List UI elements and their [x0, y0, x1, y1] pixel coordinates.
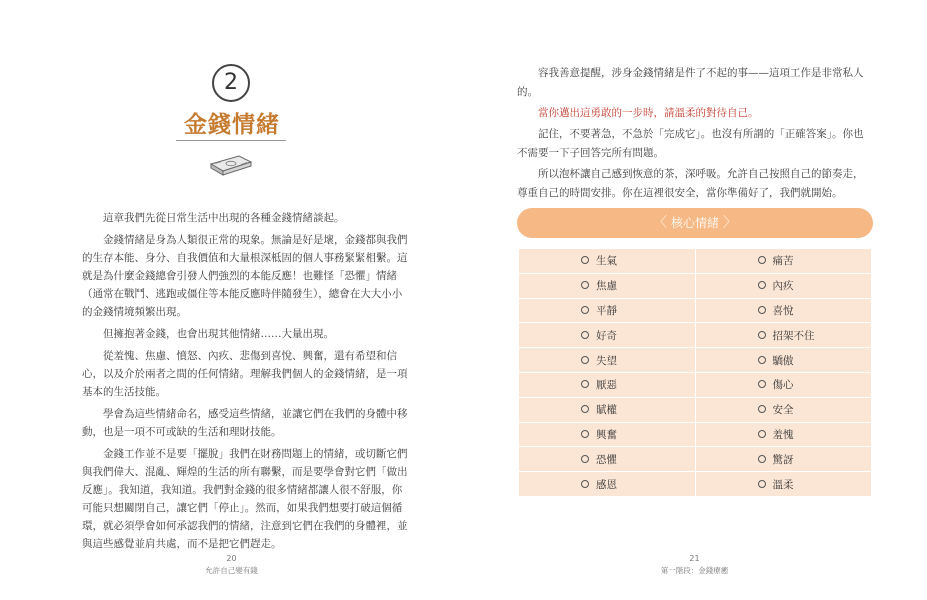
body-paragraph: 但擁抱著金錢，也會出現其他情緒……大量出現。: [103, 328, 334, 340]
emotion-item: [519, 323, 696, 348]
emotion-item: [695, 298, 872, 323]
emotion-label: 焦慮: [596, 280, 617, 293]
running-head: 第一階段：金錢療癒: [660, 566, 729, 575]
circle-bullet-icon: [581, 256, 589, 264]
emotion-label: 安全: [772, 404, 794, 417]
emotion-item: [695, 472, 872, 497]
emotion-row: [519, 422, 872, 447]
circle-bullet-icon: [758, 405, 766, 413]
emotion-item: [695, 447, 872, 472]
circle-bullet-icon: [581, 281, 589, 289]
emotion-label: 招架不住: [772, 329, 815, 342]
emotion-item: [695, 372, 872, 397]
highlighted-paragraph: 當你邁出這勇敢的一步時，請溫柔的對待自己。: [538, 107, 759, 119]
body-paragraph: 從羞愧、焦慮、憤怒、內疚、悲傷到喜悅、興奮，還有希望和信心，以及介於兩者之間的任何情緒。理解我們個人的金錢情緒，是一項基本的生活技能。: [82, 350, 408, 398]
right-folio: [463, 553, 926, 577]
body-paragraph: 記住，不要著急，不急於「完成它」。也沒有所謂的「正確答案」。你也不需要一下子回答完所有問題。: [517, 128, 864, 159]
chapter-body: [82, 209, 412, 557]
circle-bullet-icon: [758, 256, 766, 264]
emotion-label: 驕傲: [772, 354, 794, 367]
emotion-item: [695, 273, 872, 298]
emotion-label: 內疚: [772, 280, 794, 293]
body-paragraph: 學會為這些情緒命名，感受這些情緒，並讓它們在我們的身體中移動，也是一項不可或缺的生活和理財技能。: [82, 408, 408, 438]
circle-bullet-icon: [758, 430, 766, 438]
right-page-body: [517, 64, 871, 205]
emotion-item: [519, 273, 696, 298]
circle-bullet-icon: [758, 356, 766, 364]
emotion-item: [519, 422, 696, 447]
emotion-label: 感恩: [596, 478, 617, 491]
emotion-label: 驚訝: [772, 453, 794, 466]
core-emotions-banner: [517, 208, 873, 238]
emotion-label: 生氣: [596, 255, 617, 268]
emotion-label: 恐懼: [596, 453, 617, 466]
emotion-label: 溫柔: [772, 478, 794, 491]
emotion-row: [519, 323, 872, 348]
circle-bullet-icon: [758, 380, 766, 388]
emotion-item: [519, 397, 696, 422]
circle-bullet-icon: [758, 281, 766, 289]
circle-bullet-icon: [581, 306, 589, 314]
chapter-number: 2: [212, 64, 250, 102]
left-page: [0, 0, 463, 600]
emotion-label: 傷心: [772, 379, 794, 392]
circle-bullet-icon: [581, 331, 589, 339]
emotion-label: 賦權: [596, 404, 617, 417]
emotion-row: [519, 472, 872, 497]
core-emotions-table: [518, 248, 872, 497]
emotion-label: 羞愧: [772, 428, 794, 441]
circle-bullet-icon: [581, 430, 589, 438]
emotion-row: [519, 298, 872, 323]
emotion-item: [519, 447, 696, 472]
body-paragraph: 這章我們先從日常生活中出現的各種金錢情緒談起。: [103, 212, 345, 224]
emotion-item: [695, 348, 872, 373]
circle-bullet-icon: [581, 356, 589, 364]
chapter-divider: [176, 140, 286, 141]
circle-bullet-icon: [758, 480, 766, 488]
emotion-label: 喜悅: [772, 304, 794, 317]
emotion-item: [695, 422, 872, 447]
circle-bullet-icon: [581, 480, 589, 488]
emotion-item: [519, 298, 696, 323]
circle-bullet-icon: [758, 331, 766, 339]
emotion-item: [519, 249, 696, 274]
emotion-label: 好奇: [596, 329, 617, 342]
running-head: 允許自己變有錢: [205, 566, 258, 575]
emotion-item: [695, 397, 872, 422]
page-number: 20: [226, 554, 237, 563]
body-paragraph: 所以泡杯讓自己感到恢意的茶，深呼吸。允許自己按照自己的節奏走，尊重自己的時間安排。你在這裡很安全，當你準備好了，我們就開始。: [517, 168, 864, 199]
circle-bullet-icon: [581, 405, 589, 413]
emotion-row: [519, 372, 872, 397]
emotion-item: [695, 323, 872, 348]
emotion-item: [695, 249, 872, 274]
emotion-item: [519, 472, 696, 497]
circle-bullet-icon: [758, 455, 766, 463]
emotion-label: 平靜: [596, 304, 617, 317]
emotion-row: [519, 397, 872, 422]
page-number: 21: [689, 554, 700, 563]
emotion-label: 失望: [596, 354, 617, 367]
circle-bullet-icon: [581, 380, 589, 388]
chapter-title: 金錢情緒: [184, 112, 280, 138]
body-paragraph: 金錢情緒是身為人類很正常的現象。無論是好是壞，金錢都與我們的生存本能、身分、自我價值和大量根深柢固的個人事務緊緊相繫。這就是為什麼金錢總會引發人們強烈的本能反應！也難怪「恐懼」情緒（通常在戰鬥、逃跑或僵住等本能反應時伴隨發生），總會在大大小小的金錢情境頻繁出現。: [82, 234, 408, 318]
body-paragraph: 金錢工作並不是要「擺脫」我們在財務問題上的情緒，或切斷它們與我們偉大、混亂、輝煌的生活的所有聯繫，而是要學會對它們「做出反應」。我知道，我知道。我們對金錢的很多情緒都讓人很不舒服，你可能只想關閉自己，讓它們「停止」。然而，如果我們想要打破這個循環，就必須學會如何承認我們的情緒，注意到它們在我們的身體裡，並與這些感覺並肩共處，而不是把它們趕走。: [82, 448, 408, 550]
circle-bullet-icon: [581, 455, 589, 463]
emotion-label: 厭惡: [596, 379, 617, 392]
circle-bullet-icon: [758, 306, 766, 314]
emotion-row: [519, 273, 872, 298]
money-stack-icon: [209, 152, 253, 180]
emotion-row: [519, 348, 872, 373]
emotion-row: [519, 447, 872, 472]
emotion-label: 興奮: [596, 428, 617, 441]
emotion-row: [519, 249, 872, 274]
emotion-item: [519, 348, 696, 373]
core-emotions-title: 〈 核心情緒 〉: [653, 215, 737, 231]
body-paragraph: 容我善意提醒，涉身金錢情緒是件了不起的事——這項工作是非常私人的。: [517, 67, 864, 98]
emotion-item: [519, 372, 696, 397]
left-folio: [0, 553, 463, 577]
emotion-label: 痛苦: [772, 255, 794, 268]
